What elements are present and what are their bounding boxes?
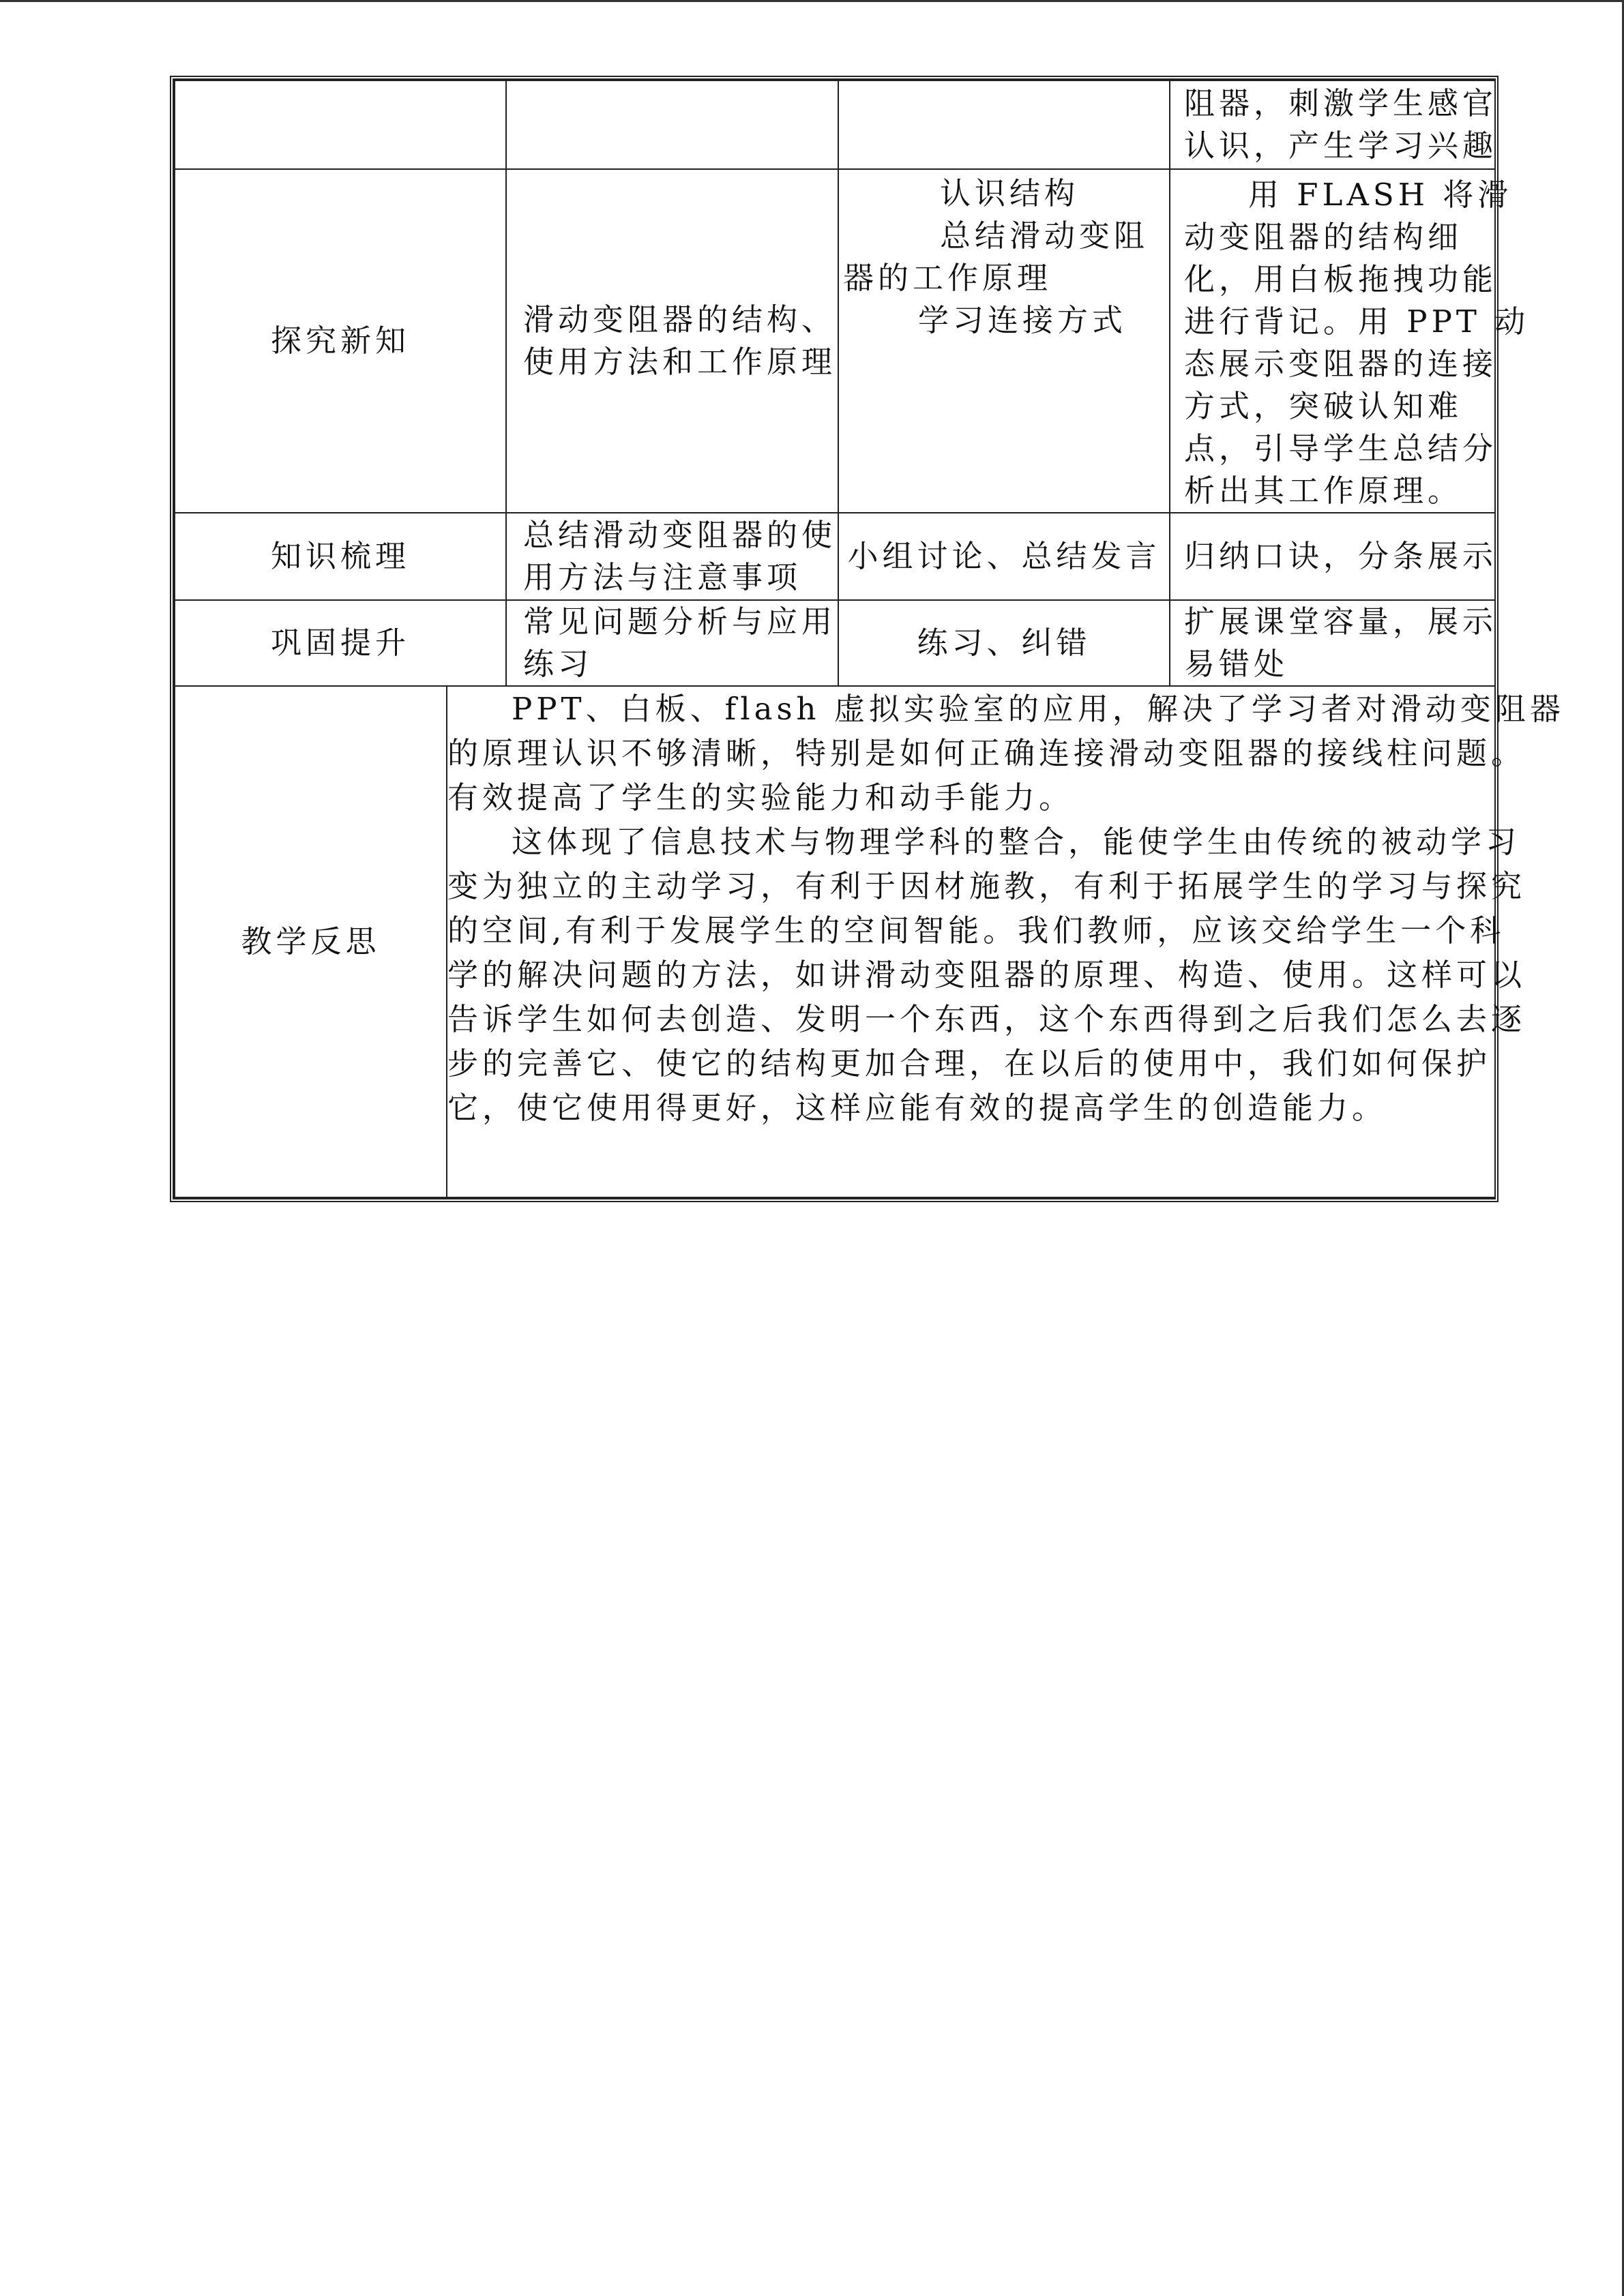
reflection-label: 教学反思 [241, 923, 381, 959]
activity-line: 认识结构 [940, 175, 1080, 211]
lesson-plan-table [170, 76, 1565, 1202]
design-cell [1170, 513, 1498, 600]
design-line: 用 FLASH 将滑 [1248, 177, 1513, 213]
reflection-paragraph [447, 820, 1526, 1130]
page-top-rule [0, 0, 1624, 2]
activity-cell [838, 513, 1170, 600]
stage-cell [175, 169, 506, 513]
content-line: 滑动变阻器的结构、 [523, 301, 837, 338]
design-cell [1170, 600, 1498, 686]
reflection-paragraph [447, 687, 1565, 820]
stage-label: 巩固提升 [270, 625, 410, 661]
content-cell [506, 513, 838, 600]
table-row [175, 80, 1495, 169]
activity-line: 练习、纠错 [917, 625, 1091, 661]
reflection-text-cell [447, 686, 1565, 1197]
lesson-plan-grid [174, 80, 1565, 1198]
design-cell [1170, 169, 1530, 513]
stage-cell [175, 600, 506, 686]
content-cell [506, 169, 838, 513]
table-row [175, 600, 1495, 686]
activity-cell [838, 80, 1170, 169]
table-row [175, 513, 1495, 600]
design-line: 点，引导学生总结分 [1184, 430, 1498, 466]
reflection-line: 的空间,有利于发展学生的空间智能。我们教师，应该交给学生一个科 [447, 912, 1505, 949]
activity-line: 器的工作原理 [843, 260, 1052, 296]
design-line: 进行背记。用 PPT 动 [1184, 303, 1530, 340]
design-line: 扩展课堂容量，展示 [1184, 603, 1498, 640]
reflection-line: 它，使它使用得更好，这样应能有效的提高学生的创造能力。 [447, 1090, 1387, 1126]
reflection-line: 的原理认识不够清晰，特别是如何正确连接滑动变阻器的接线柱问题。 [447, 735, 1526, 771]
design-line: 动变阻器的结构细 [1184, 219, 1463, 255]
reflection-line: 学的解决问题的方法，如讲滑动变阻器的原理、构造、使用。这样可以 [447, 957, 1526, 993]
design-cell [1170, 80, 1498, 169]
stage-label: 知识梳理 [270, 538, 410, 574]
reflection-line: 告诉学生如何去创造、发明一个东西，这个东西得到之后我们怎么去逐 [447, 1001, 1526, 1037]
content-line: 练习 [523, 646, 593, 682]
design-line: 方式，突破认知难 [1184, 388, 1463, 424]
reflection-line: 变为独立的主动学习，有利于因材施教，有利于拓展学生的学习与探究 [447, 868, 1526, 904]
activity-line: 总结滑动变阻 [940, 218, 1149, 254]
content-line: 常见问题分析与应用 [523, 603, 837, 640]
stage-label: 探究新知 [270, 323, 410, 359]
reflection-line: 有效提高了学生的实验能力和动手能力。 [447, 779, 1074, 816]
reflection-label-cell [175, 686, 447, 1197]
reflection-line: 步的完善它、使它的结构更加合理，在以后的使用中，我们如何保护 [447, 1045, 1492, 1082]
design-line: 阻器，刺激学生感官 [1184, 85, 1498, 121]
content-line: 用方法与注意事项 [523, 559, 802, 595]
reflection-line: 这体现了信息技术与物理学科的整合，能使学生由传统的被动学习 [512, 824, 1521, 860]
reflection-line: PPT、白板、flash 虚拟实验室的应用，解决了学习者对滑动变阻器 [512, 691, 1565, 727]
table-row [175, 169, 1495, 513]
stage-cell [175, 80, 506, 169]
design-line: 认识，产生学习兴趣 [1184, 128, 1498, 164]
activity-cell [838, 600, 1170, 686]
design-line: 易错处 [1184, 646, 1289, 682]
activity-cell [838, 169, 1170, 513]
stage-cell [175, 513, 506, 600]
design-line: 态展示变阻器的连接 [1184, 346, 1498, 382]
content-line: 总结滑动变阻器的使 [523, 517, 837, 553]
design-line: 析出其工作原理。 [1184, 473, 1463, 509]
content-cell [506, 600, 838, 686]
activity-line: 小组讨论、总结发言 [847, 538, 1161, 574]
content-line: 使用方法和工作原理 [523, 344, 837, 380]
table-row [175, 686, 1495, 1197]
design-line: 化，用白板拖拽功能 [1184, 261, 1498, 297]
design-line: 归纳口诀，分条展示 [1184, 538, 1498, 574]
activity-line: 学习连接方式 [918, 302, 1127, 338]
content-cell [506, 80, 838, 169]
